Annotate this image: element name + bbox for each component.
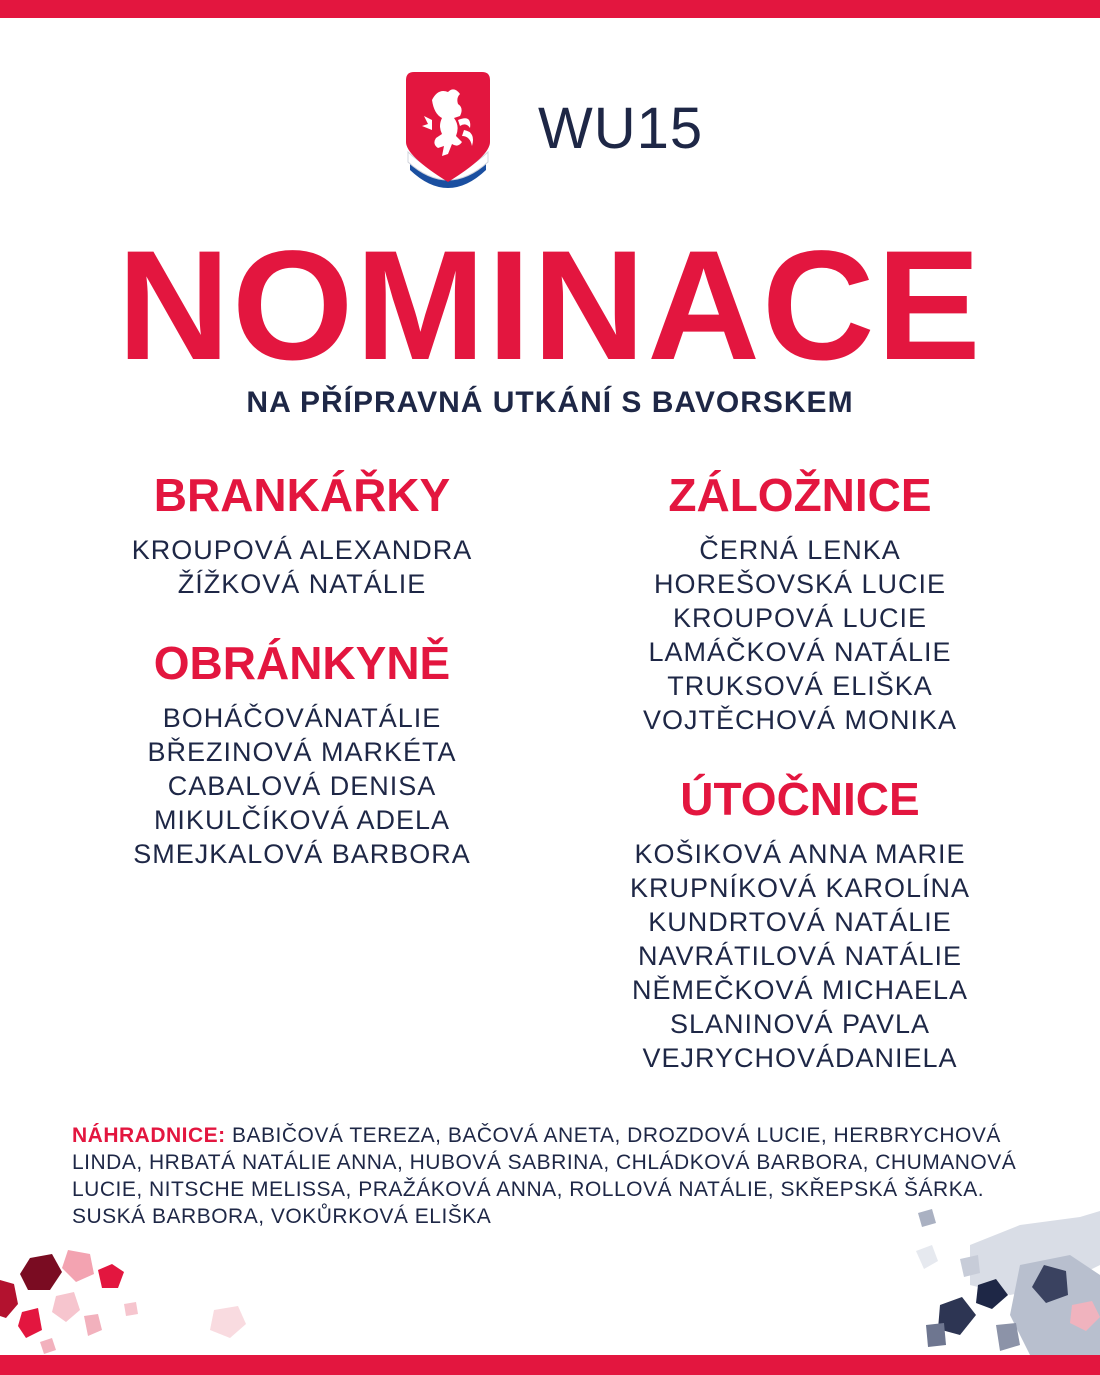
goalkeepers-section [82,469,522,601]
decorative-shapes-left-icon [0,1240,260,1355]
player-name: HOREŠOVSKÁ LUCIE [653,569,947,599]
player-name: KROUPOVÁ ALEXANDRA [131,535,473,565]
player-name: SMEJKALOVÁ BARBORA [133,839,471,869]
section-title-midfielders: ZÁLOŽNICE [668,469,932,521]
player-name: MIKULČÍKOVÁ ADELA [153,805,451,835]
page-subtitle: NA PŘÍPRAVNÁ UTKÁNÍ S BAVORSKEM [246,386,854,419]
player-name: CABALOVÁ DENISA [167,771,437,801]
player-name: ŽÍŽKOVÁ NATÁLIE [177,569,427,599]
player-name: SLANINOVÁ PAVLA [669,1009,931,1039]
player-name: TRUKSOVÁ ELIŠKA [667,671,933,701]
lion-crest-logo-icon [402,70,494,200]
midfielders-list [580,533,1020,737]
midfielders-section [580,469,1020,737]
defenders-list [82,701,522,871]
player-name: ČERNÁ LENKA [699,535,901,565]
top-red-bar [0,0,1100,18]
player-name: BOHÁČOVÁNATÁLIE [162,703,442,733]
player-name: NĚMEČKOVÁ MICHAELA [631,975,969,1005]
player-name: KRUPNÍKOVÁ KAROLÍNA [629,873,971,903]
team-label: WU15 [538,96,704,161]
goalkeepers-list [82,533,522,601]
player-name: BŘEZINOVÁ MARKÉTA [147,737,457,767]
player-name: VEJRYCHOVÁDANIELA [642,1043,958,1073]
substitutes-text: BABIČOVÁ TEREZA, BAČOVÁ ANETA, DROZDOVÁ LUCIE, HERBRYCHOVÁ LINDA, HRBATÁ NATÁLIE ANNA, HUBOVÁ SABRINA, CHLÁDKOVÁ BARBORA, CHUMANOVÁ LUCIE, NITSCHE MELISSA, PRAŽÁKOVÁ ANNA, ROLLOVÁ NATÁLIE, SKŘEPSKÁ ŠÁRKA. SUSKÁ BARBORA, VOKŮRKOVÁ ELIŠKA [72,1124,1017,1228]
player-name: KUNDRTOVÁ NATÁLIE [648,907,952,937]
player-name: VOJTĚCHOVÁ MONIKA [642,705,958,735]
player-name: NAVRÁTILOVÁ NATÁLIE [637,941,963,971]
bottom-red-bar [0,1355,1100,1375]
page-title: NOMINACE [117,219,983,393]
forwards-list [580,837,1020,1075]
forwards-section [580,773,1020,1075]
player-name: LAMÁČKOVÁ NATÁLIE [648,637,952,667]
decorative-shapes-right-icon [820,1205,1100,1355]
section-title-forwards: ÚTOČNICE [680,773,920,825]
defenders-section [82,637,522,871]
section-title-defenders: OBRÁNKYNĚ [153,637,451,689]
substitutes-label: NÁHRADNICE: [72,1124,226,1147]
player-name: KROUPOVÁ LUCIE [672,603,928,633]
player-name: KOŠIKOVÁ ANNA MARIE [634,839,966,869]
section-title-goalkeepers: BRANKÁŘKY [153,469,451,521]
